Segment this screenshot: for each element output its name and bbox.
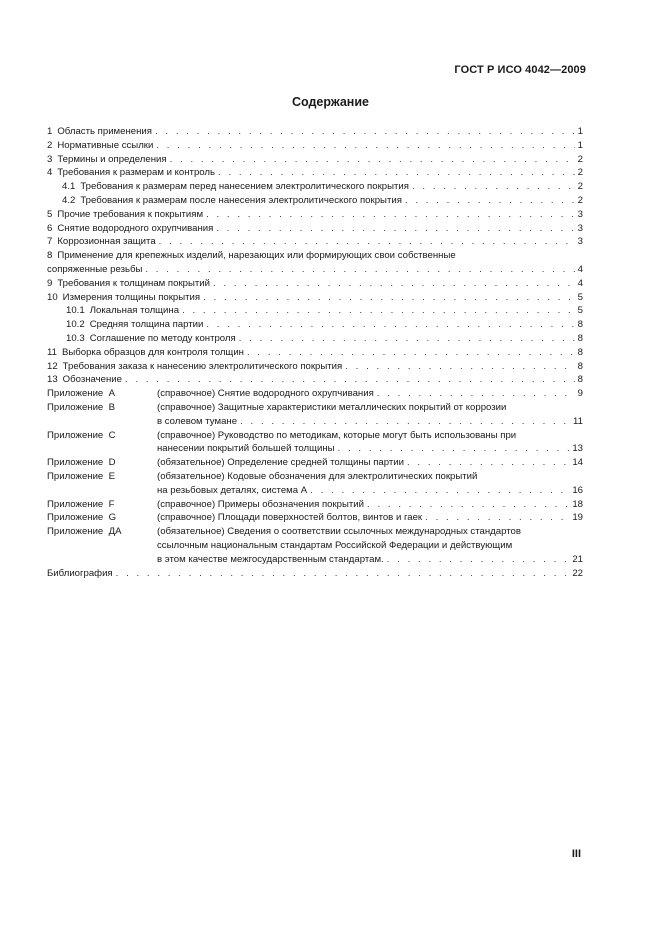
toc-entry-10-1[interactable]: 10.1 Локальная толщина . . . 5: [47, 304, 583, 318]
page-number: 4: [577, 263, 583, 275]
page-number: 22: [572, 567, 583, 579]
page-number: 2: [577, 153, 583, 165]
document-header: ГОСТ Р ИСО 4042—2009: [454, 64, 586, 76]
dot-leader: [170, 153, 575, 167]
page-number: 1: [577, 139, 583, 151]
page-number: 18: [572, 498, 583, 510]
toc-entry-10[interactable]: 10 Измерения толщины покрытия . . . 5: [47, 291, 583, 305]
toc-entry-3[interactable]: 3 Термины и определения . . . 2: [47, 153, 583, 167]
dot-leader: [239, 332, 575, 346]
toc-entry-9[interactable]: 9 Требования к толщинам покрытий . . . 4: [47, 277, 583, 291]
toc-entry-11[interactable]: 11 Выборка образцов для контроля толщин . . . 8: [47, 346, 583, 360]
toc-entry-8-continuation[interactable]: сопряженные резьбы . . . 4: [47, 263, 583, 277]
appendix-e[interactable]: Приложение E (обязательное) Кодовые обозначения для электролитических покрытий: [47, 470, 478, 482]
toc-entry-8[interactable]: 8 Применение для крепежных изделий, нарезающих или формирующих свои собственные: [47, 250, 456, 262]
page-number: 3: [577, 236, 583, 248]
bibliography-entry[interactable]: Библиография . . . 22: [47, 567, 583, 581]
toc-entry-1[interactable]: 1 Область применения . . . 1: [47, 125, 583, 139]
appendix-e-continuation[interactable]: на резьбовых деталях, система А . . . 16: [47, 484, 583, 498]
toc-entry-4-2[interactable]: 4.2 Требования к размерам после нанесения электролитического покрытия . . . 2: [47, 194, 583, 208]
dot-leader: [425, 511, 569, 525]
page-number: 8: [577, 374, 583, 386]
dot-leader: [125, 373, 575, 387]
toc-entry-5[interactable]: 5 Прочие требования к покрытиям . . . 3: [47, 208, 583, 222]
appendix-d[interactable]: Приложение D (обязательное) Определение средней толщины партии . . . 14: [47, 456, 583, 470]
page-number: 3: [577, 208, 583, 220]
dot-leader: [387, 553, 570, 567]
dot-leader: [310, 484, 569, 498]
appendix-da-continuation-2[interactable]: в этом качестве межгосударственным стандартам. . . . 21: [47, 553, 583, 567]
appendix-a[interactable]: Приложение A (справочное) Снятие водородного охрупчивания . . . 9: [47, 387, 583, 401]
dot-leader: [405, 194, 575, 208]
page-number: 2: [577, 194, 583, 206]
page-number: 5: [577, 291, 583, 303]
dot-leader: [412, 180, 575, 194]
appendix-c-continuation[interactable]: нанесении покрытий большей толщины . . . 13: [47, 442, 583, 456]
dot-leader: [367, 498, 569, 512]
dot-leader: [345, 360, 574, 374]
toc-entry-4-1[interactable]: 4.1 Требования к размерам перед нанесением электролитического покрытия . . . 2: [47, 180, 583, 194]
dot-leader: [216, 222, 574, 236]
page-number: 5: [577, 305, 583, 317]
appendix-c[interactable]: Приложение C (справочное) Руководство по методикам, которые могут быть использованы при: [47, 429, 517, 441]
toc-entry-10-3[interactable]: 10.3 Соглашение по методу контроля . . . 8: [47, 332, 583, 346]
page-number: 8: [577, 319, 583, 331]
page-number: 16: [572, 484, 583, 496]
page-number: 2: [577, 181, 583, 193]
dot-leader: [145, 263, 574, 277]
appendix-b[interactable]: Приложение B (справочное) Защитные характеристики металлических покрытий от коррозии: [47, 401, 507, 413]
page-number-footer: III: [571, 848, 581, 860]
toc-entry-13[interactable]: 13 Обозначение . . . 8: [47, 373, 583, 387]
dot-leader: [155, 125, 575, 139]
page-number: 11: [573, 415, 583, 427]
page-number: 1: [577, 126, 583, 137]
dot-leader: [240, 415, 570, 429]
dot-leader: [213, 277, 575, 291]
toc-entry-2[interactable]: 2 Нормативные ссылки . . . 1: [47, 139, 583, 153]
dot-leader: [159, 235, 575, 249]
table-of-contents: [47, 125, 583, 580]
page-number: 8: [577, 360, 583, 372]
toc-entry-7[interactable]: 7 Коррозионная защита . . . 3: [47, 235, 583, 249]
dot-leader: [407, 456, 569, 470]
page-number: 21: [572, 553, 583, 565]
dot-leader: [338, 442, 570, 456]
dot-leader: [182, 304, 575, 318]
dot-leader: [206, 318, 574, 332]
dot-leader: [377, 387, 575, 401]
page-number: 9: [577, 388, 583, 400]
appendix-da-continuation-1[interactable]: ссылочным национальным стандартам Российской Федерации и действующим: [157, 539, 513, 551]
toc-entry-10-2[interactable]: 10.2 Средняя толщина партии . . . 8: [47, 318, 583, 332]
page-number: 4: [577, 277, 583, 289]
appendix-g[interactable]: Приложение G (справочное) Площади поверхностей болтов, винтов и гаек . . . 19: [47, 511, 583, 525]
toc-entry-4[interactable]: 4 Требования к размерам и контроль . . . 2: [47, 166, 583, 180]
appendix-b-continuation[interactable]: в солевом тумане . . . 11: [47, 415, 583, 429]
dot-leader: [156, 139, 574, 153]
page-number: 3: [577, 222, 583, 234]
page-number: 13: [572, 443, 583, 455]
page-number: 14: [572, 457, 583, 469]
page-number: 2: [577, 167, 583, 179]
appendix-f[interactable]: Приложение F (справочное) Примеры обозначения покрытий . . . 18: [47, 498, 583, 512]
dot-leader: [206, 208, 575, 222]
page-number: 8: [577, 332, 583, 344]
toc-entry-6[interactable]: 6 Снятие водородного охрупчивания . . . 3: [47, 222, 583, 236]
page-number: 8: [577, 346, 583, 358]
page-title: Содержание: [291, 95, 369, 109]
dot-leader: [116, 567, 570, 581]
dot-leader: [218, 166, 575, 180]
page-number: 19: [572, 512, 583, 524]
toc-entry-12[interactable]: 12 Требования заказа к нанесению электролитического покрытия . . . 8: [47, 360, 583, 374]
dot-leader: [247, 346, 575, 360]
appendix-da[interactable]: Приложение ДА (обязательное) Сведения о соответствии ссылочных международных стандартов: [47, 526, 521, 538]
dot-leader: [203, 291, 575, 305]
